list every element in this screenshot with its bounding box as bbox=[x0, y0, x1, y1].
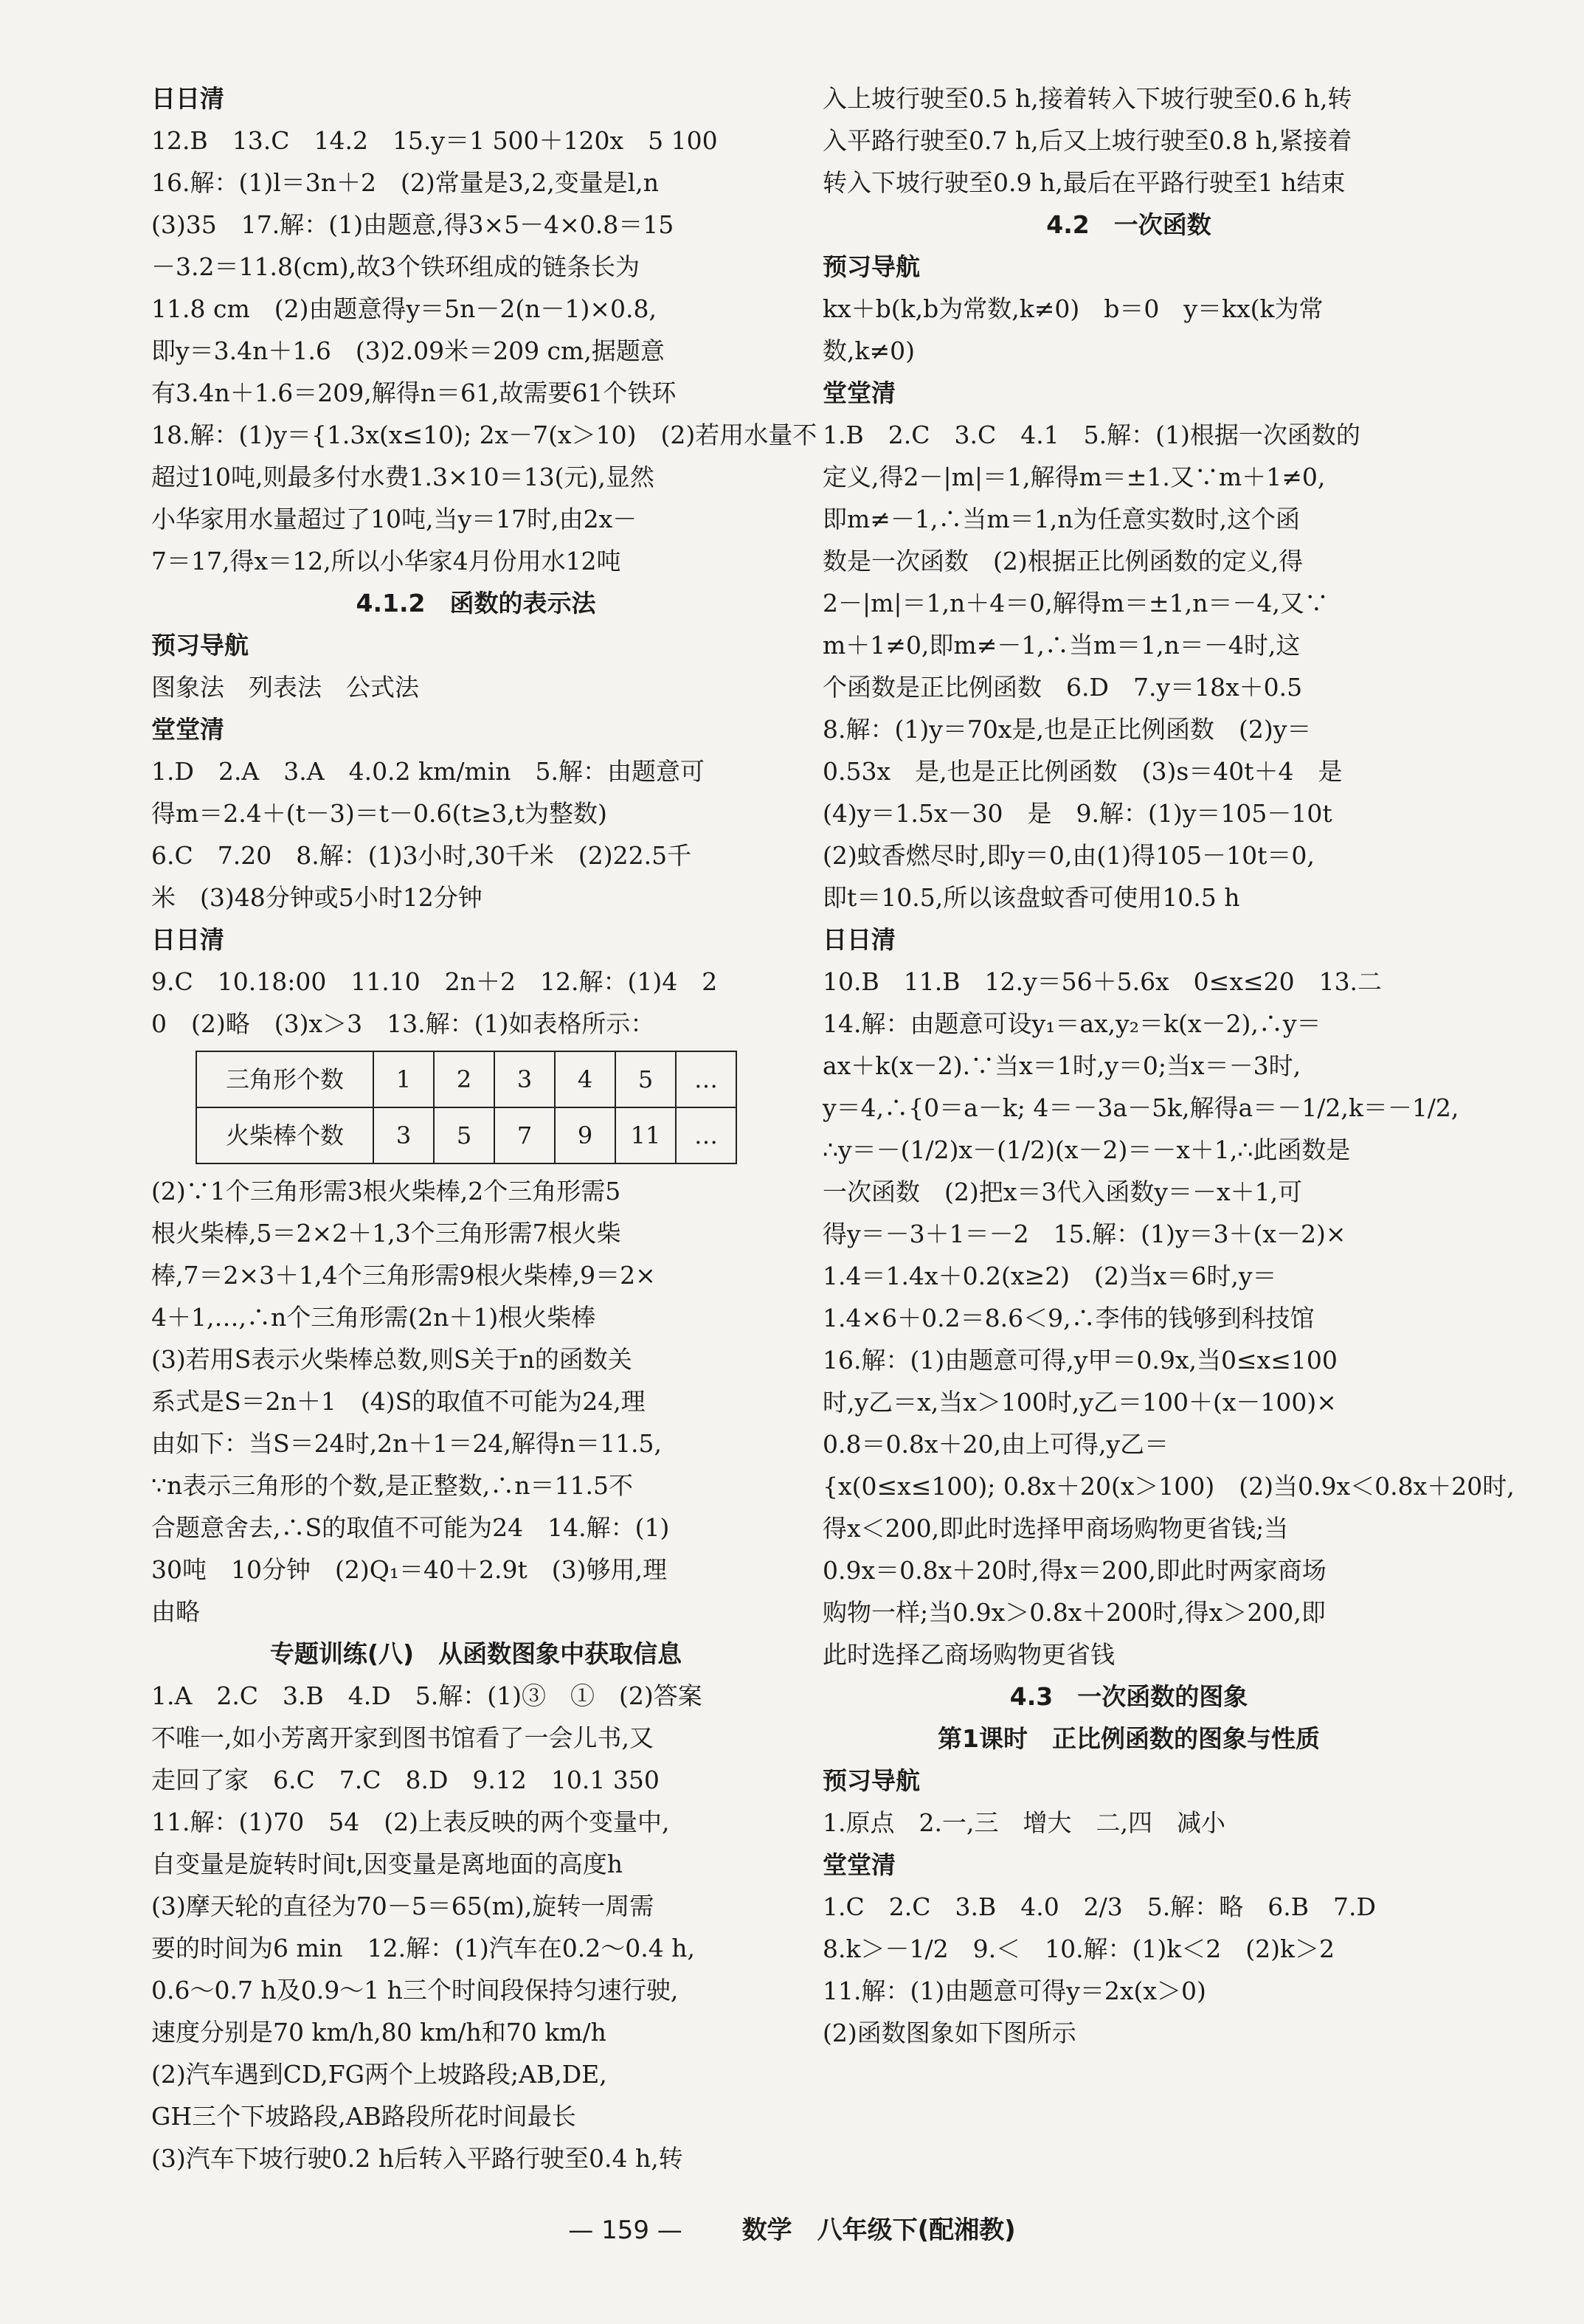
answer-line: 8.解：(1)y＝70x是,也是正比例函数 (2)y＝ bbox=[823, 715, 1312, 744]
table-cell: 三角形个数 bbox=[196, 1051, 373, 1107]
answer-line: 0.53x 是,也是正比例函数 (3)s＝40t＋4 是 bbox=[823, 757, 1343, 786]
answer-line: (3)摩天轮的直径为70－5＝65(m),旋转一周需 bbox=[151, 1892, 654, 1920]
answer-line: 数是一次函数 (2)根据正比例函数的定义,得 bbox=[823, 547, 1304, 575]
answer-line: 7＝17,得x＝12,所以小华家4月份用水12吨 bbox=[151, 547, 621, 575]
answer-line: 16.解：(1)l＝3n＋2 (2)常量是3,2,变量是l,n bbox=[151, 168, 660, 197]
answer-line: 速度分别是70 km/h,80 km/h和70 km/h bbox=[151, 2018, 606, 2047]
answer-line: 超过10吨,则最多付水费1.3×10＝13(元),显然 bbox=[151, 463, 654, 491]
answer-line: m＋1≠0,即m≠－1,∴当m＝1,n＝－4时,这 bbox=[823, 631, 1301, 660]
left-column bbox=[151, 77, 817, 2179]
answer-line: 0.6～0.7 h及0.9～1 h三个时间段保持匀速行驶, bbox=[151, 1976, 679, 2005]
book-subject: 数学 八年级下(配湘教) bbox=[741, 2216, 1016, 2245]
answer-line: 0.9x＝0.8x＋20时,得x＝200,即此时两家商场 bbox=[823, 1556, 1327, 1585]
answer-line: 8.k＞－1/2 9.＜ 10.解：(1)k＜2 (2)k＞2 bbox=[823, 1934, 1335, 1963]
section-heading: 4.1.2 函数的表示法 bbox=[356, 589, 596, 618]
table-cell: 火柴棒个数 bbox=[196, 1107, 373, 1163]
answer-line: (2)蚊香燃尽时,即y＝0,由(1)得105－10t＝0, bbox=[823, 841, 1315, 870]
table-cell: … bbox=[676, 1107, 736, 1163]
answer-line: 一次函数 (2)把x＝3代入函数y＝－x＋1,可 bbox=[823, 1177, 1303, 1206]
answer-line: 30吨 10分钟 (2)Q₁＝40＋2.9t (3)够用,理 bbox=[151, 1555, 667, 1584]
section-heading: 日日清 bbox=[823, 925, 896, 954]
answer-line: 得y＝－3＋1＝－2 15.解：(1)y＝3＋(x－2)× bbox=[823, 1220, 1346, 1248]
answer-line: 不唯一,如小芳离开家到图书馆看了一会儿书,又 bbox=[151, 1723, 654, 1752]
answer-line: 16.解：(1)由题意可得,y甲＝0.9x,当0≤x≤100 bbox=[823, 1346, 1338, 1374]
answer-line: 即y＝3.4n＋1.6 (3)2.09米＝209 cm,据题意 bbox=[151, 336, 665, 365]
answer-line: 11.解：(1)由题意可得y＝2x(x＞0) bbox=[823, 1977, 1206, 2005]
answer-line: 棒,7＝2×3＋1,4个三角形需9根火柴棒,9＝2× bbox=[151, 1261, 656, 1290]
table-cell: … bbox=[676, 1051, 736, 1107]
answer-line: 得x＜200,即此时选择甲商场购物更省钱;当 bbox=[823, 1514, 1289, 1543]
section-heading: 日日清 bbox=[151, 925, 224, 954]
answer-line: (2)∵1个三角形需3根火柴棒,2个三角形需5 bbox=[151, 1177, 621, 1206]
table-cell: 3 bbox=[494, 1051, 555, 1107]
answer-line: 入平路行驶至0.7 h,后又上坡行驶至0.8 h,紧接着 bbox=[823, 126, 1352, 155]
answer-line: 根火柴棒,5＝2×2＋1,3个三角形需7根火柴 bbox=[151, 1219, 621, 1248]
answer-line: 得m＝2.4＋(t－3)＝t－0.6(t≥3,t为整数) bbox=[151, 799, 607, 828]
section-heading: 预习导航 bbox=[823, 252, 920, 281]
answer-line: 11.解：(1)70 54 (2)上表反映的两个变量中, bbox=[151, 1808, 670, 1836]
table-cell: 7 bbox=[494, 1107, 555, 1163]
answer-line: ax＋k(x－2).∵当x＝1时,y＝0;当x＝－3时, bbox=[823, 1051, 1301, 1080]
answer-line: 转入下坡行驶至0.9 h,最后在平路行驶至1 h结束 bbox=[823, 168, 1346, 197]
answer-line: 1.C 2.C 3.B 4.0 2/3 5.解：略 6.B 7.D bbox=[823, 1892, 1376, 1921]
answer-line: 走回了家 6.C 7.C 8.D 9.12 10.1 350 bbox=[151, 1766, 660, 1794]
answer-line: (3)若用S表示火柴棒总数,则S关于n的函数关 bbox=[151, 1345, 632, 1374]
answer-line: 1.B 2.C 3.C 4.1 5.解：(1)根据一次函数的 bbox=[823, 421, 1360, 449]
answer-line: 即m≠－1,∴当m＝1,n为任意实数时,这个函 bbox=[823, 505, 1300, 533]
table-cell: 3 bbox=[373, 1107, 434, 1163]
answer-line: 此时选择乙商场购物更省钱 bbox=[823, 1640, 1115, 1669]
answer-line: (2)函数图象如下图所示 bbox=[823, 2019, 1076, 2047]
answer-line: 即t＝10.5,所以该盘蚊香可使用10.5 h bbox=[823, 883, 1240, 912]
answer-line: 2－|m|＝1,n＋4＝0,解得m＝±1,n＝－4,又∵ bbox=[823, 589, 1329, 618]
section-heading: 预习导航 bbox=[151, 631, 249, 660]
section-heading: 日日清 bbox=[151, 84, 224, 113]
answer-line: 要的时间为6 min 12.解：(1)汽车在0.2～0.4 h, bbox=[151, 1934, 696, 1962]
answer-line: 合题意舍去,∴S的取值不可能为24 14.解：(1) bbox=[151, 1513, 670, 1542]
section-heading: 第1课时 正比例函数的图象与性质 bbox=[938, 1724, 1320, 1753]
answer-line: ∵n表示三角形的个数,是正整数,∴n＝11.5不 bbox=[151, 1471, 633, 1500]
answer-line: 1.4＝1.4x＋0.2(x≥2) (2)当x＝6时,y＝ bbox=[823, 1262, 1277, 1290]
answer-line: 1.原点 2.一,三 增大 二,四 减小 bbox=[823, 1808, 1225, 1837]
answer-line: 由略 bbox=[151, 1597, 200, 1626]
answer-line: 1.A 2.C 3.B 4.D 5.解：(1)③ ① (2)答案 bbox=[151, 1681, 702, 1710]
answer-line: 4＋1,…,∴n个三角形需(2n＋1)根火柴棒 bbox=[151, 1303, 596, 1332]
table-cell: 1 bbox=[373, 1051, 434, 1107]
table-cell: 11 bbox=[615, 1107, 676, 1163]
answer-line: ∴y＝－(1/2)x－(1/2)(x－2)＝－x＋1,∴此函数是 bbox=[823, 1135, 1351, 1164]
answer-line: y＝4,∴{0＝a－k; 4＝－3a－5k,解得a＝－1/2,k＝－1/2, bbox=[823, 1093, 1459, 1122]
answer-line: 6.C 7.20 8.解：(1)3小时,30千米 (2)22.5千 bbox=[151, 841, 692, 870]
table-cell: 2 bbox=[434, 1051, 494, 1107]
table-cell: 5 bbox=[434, 1107, 494, 1163]
right-column bbox=[823, 77, 1515, 2054]
answer-line: 9.C 10.18:00 11.10 2n＋2 12.解：(1)4 2 bbox=[151, 967, 718, 996]
answer-line: 图象法 列表法 公式法 bbox=[151, 673, 419, 702]
answer-line: 购物一样;当0.9x＞0.8x＋200时,得x＞200,即 bbox=[823, 1598, 1326, 1627]
answer-line: 1.D 2.A 3.A 4.0.2 km/min 5.解：由题意可 bbox=[151, 757, 705, 786]
answer-line: 个函数是正比例函数 6.D 7.y＝18x＋0.5 bbox=[823, 673, 1303, 702]
answer-line: 时,y乙＝x,当x＞100时,y乙＝100＋(x－100)× bbox=[823, 1388, 1337, 1417]
section-heading: 预习导航 bbox=[823, 1766, 920, 1795]
page-number: — 159 — bbox=[568, 2216, 682, 2245]
page-footer bbox=[0, 2210, 1584, 2246]
answer-line: 0.8＝0.8x＋20,由上可得,y乙＝ bbox=[823, 1430, 1169, 1459]
answer-line: 有3.4n＋1.6＝209,解得n＝61,故需要61个铁环 bbox=[151, 378, 677, 407]
section-heading: 堂堂清 bbox=[151, 715, 224, 744]
left-text-block bbox=[151, 77, 817, 1045]
answer-line: (3)汽车下坡行驶0.2 h后转入平路行驶至0.4 h,转 bbox=[151, 2144, 683, 2173]
section-heading: 4.3 一次函数的图象 bbox=[1009, 1682, 1248, 1711]
answer-line: (2)汽车遇到CD,FG两个上坡路段;AB,DE, bbox=[151, 2060, 607, 2089]
answer-line: 14.解：由题意可设y₁＝ax,y₂＝k(x－2),∴y＝ bbox=[823, 1009, 1321, 1038]
answer-line: 定义,得2－|m|＝1,解得m＝±1.又∵m＋1≠0, bbox=[823, 463, 1326, 491]
answer-line: 由如下：当S＝24时,2n＋1＝24,解得n＝11.5, bbox=[151, 1429, 663, 1458]
answer-line: 12.B 13.C 14.2 15.y＝1 500＋120x 5 100 bbox=[151, 126, 718, 155]
right-text-block bbox=[823, 77, 1515, 2054]
answer-line: 0 (2)略 (3)x＞3 13.解：(1)如表格所示： bbox=[151, 1009, 655, 1038]
table-row bbox=[196, 1051, 736, 1107]
answer-line: kx＋b(k,b为常数,k≠0) b＝0 y＝kx(k为常 bbox=[823, 294, 1324, 323]
section-heading: 堂堂清 bbox=[823, 1850, 896, 1879]
answer-line: (3)35 17.解：(1)由题意,得3×5－4×0.8＝15 bbox=[151, 210, 674, 239]
answer-line: 入上坡行驶至0.5 h,接着转入下坡行驶至0.6 h,转 bbox=[823, 84, 1352, 113]
answer-line: －3.2＝11.8(cm),故3个铁环组成的链条长为 bbox=[151, 252, 640, 281]
answer-line: (4)y＝1.5x－30 是 9.解：(1)y＝105－10t bbox=[823, 799, 1332, 828]
answer-line: GH三个下坡路段,AB路段所花时间最长 bbox=[151, 2102, 576, 2131]
answer-line: 自变量是旋转时间t,因变量是离地面的高度h bbox=[151, 1850, 623, 1878]
answer-line: 米 (3)48分钟或5小时12分钟 bbox=[151, 883, 483, 912]
table-row bbox=[196, 1107, 736, 1163]
answer-line: 系式是S＝2n＋1 (4)S的取值不可能为24,理 bbox=[151, 1387, 646, 1416]
section-heading: 堂堂清 bbox=[823, 378, 896, 407]
table-cell: 4 bbox=[555, 1051, 615, 1107]
answer-line: 数,k≠0) bbox=[823, 336, 916, 365]
table-cell: 9 bbox=[555, 1107, 615, 1163]
answer-line: 10.B 11.B 12.y＝56＋5.6x 0≤x≤20 13.二 bbox=[823, 967, 1383, 996]
left-text-block-2 bbox=[151, 1170, 800, 2179]
answer-line: 小华家用水量超过了10吨,当y＝17时,由2x－ bbox=[151, 505, 637, 533]
table-cell: 5 bbox=[615, 1051, 676, 1107]
section-heading: 专题训练(八) 从函数图象中获取信息 bbox=[269, 1639, 682, 1668]
section-heading: 4.2 一次函数 bbox=[1046, 210, 1211, 239]
answer-line: {x(0≤x≤100); 0.8x＋20(x＞100) (2)当0.9x＜0.8x＋20时, bbox=[823, 1472, 1515, 1501]
answer-line: 11.8 cm (2)由题意得y＝5n－2(n－1)×0.8, bbox=[151, 294, 657, 323]
answer-line: 1.4×6＋0.2＝8.6＜9,∴李伟的钱够到科技馆 bbox=[823, 1304, 1315, 1332]
matchstick-table bbox=[196, 1051, 737, 1164]
answer-line: 18.解：(1)y＝{1.3x(x≤10); 2x－7(x＞10) (2)若用水量不 bbox=[151, 421, 817, 449]
